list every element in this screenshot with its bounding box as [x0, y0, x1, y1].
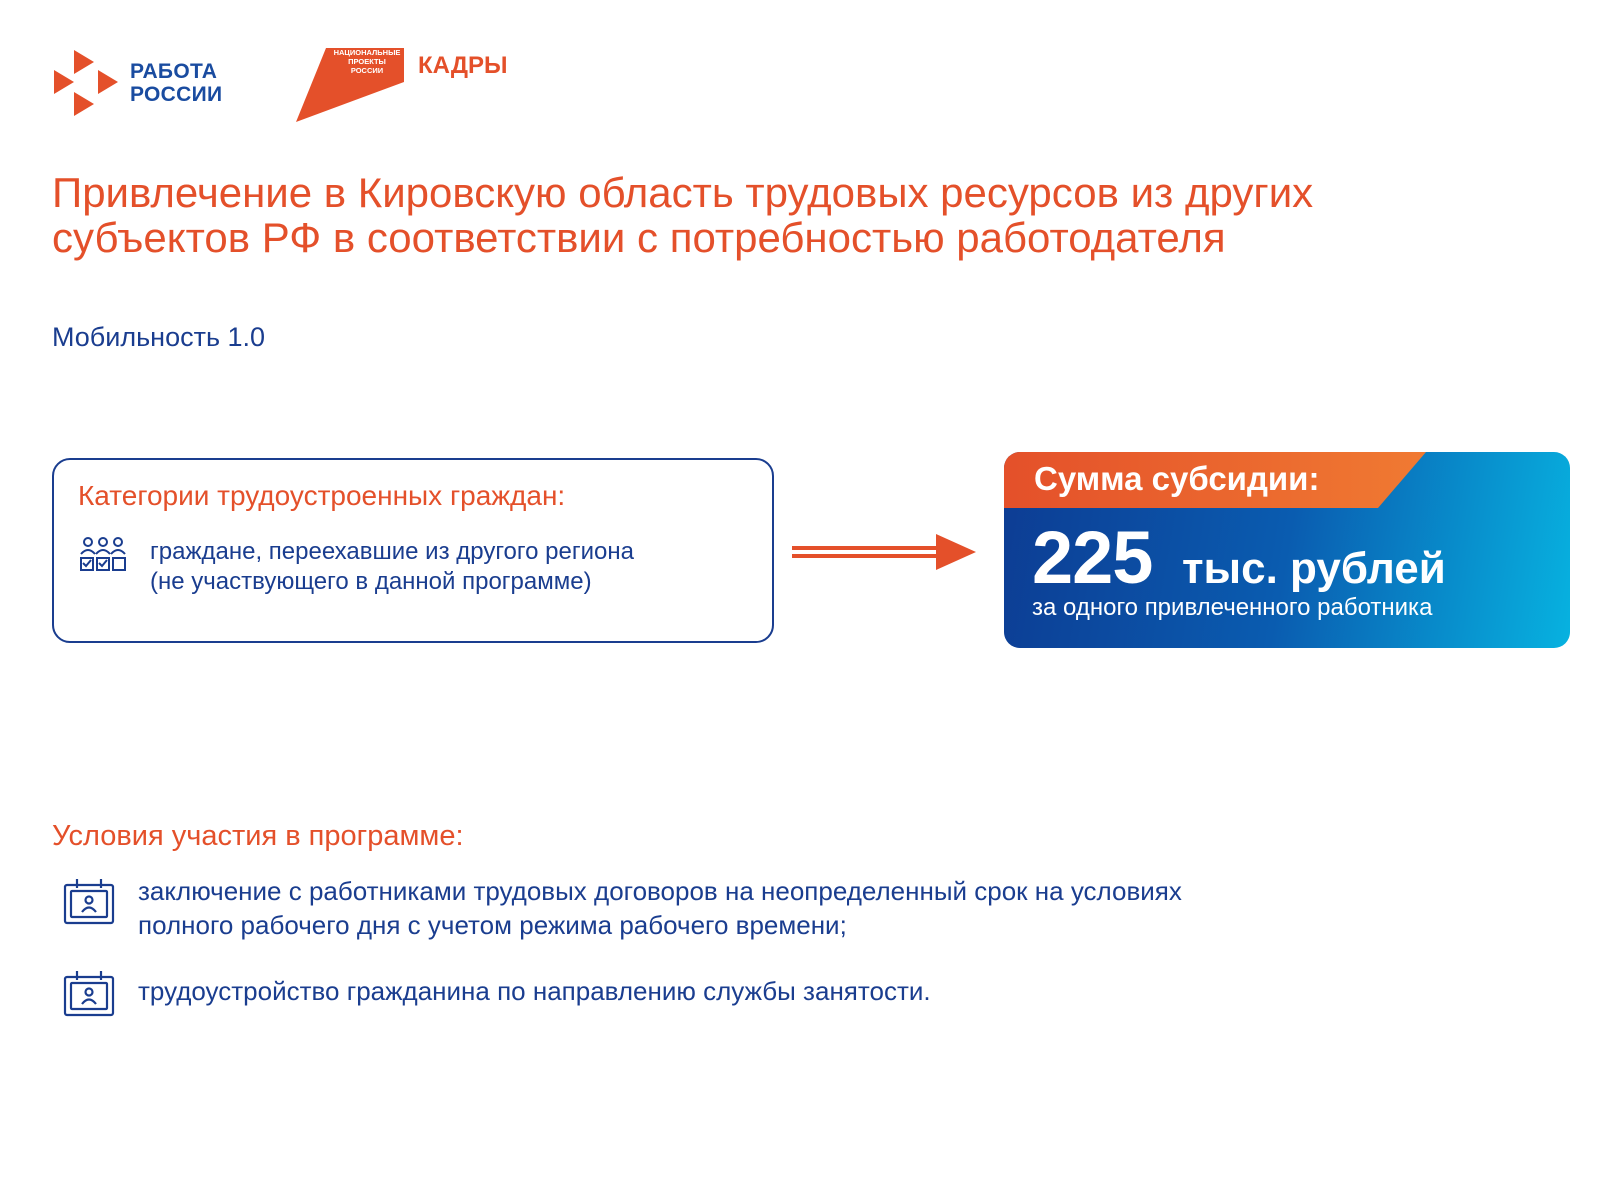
condition-item-1	[138, 874, 1578, 942]
category-item-text	[150, 537, 780, 597]
rabota-rossii-logo-icon	[52, 48, 122, 118]
nacproekty-logo-text	[330, 48, 404, 75]
condition-item-2	[138, 974, 1578, 1008]
category-item-line-2: (не участвующего в данной программе)	[150, 568, 592, 595]
right-arrow-icon	[792, 532, 976, 572]
kadry-logo-text: КАДРЫ	[418, 52, 508, 79]
subsidy-card	[1004, 452, 1570, 648]
contract-icon	[62, 968, 116, 1018]
rabota-rossii-logo-text	[130, 60, 222, 106]
contract-icon	[62, 876, 116, 926]
subsidy-label: Сумма субсидии:	[1034, 460, 1320, 497]
page-title: Привлечение в Кировскую область трудовых ресурсов из других субъектов РФ в соответствии с потребностью работодателя	[52, 169, 1314, 261]
subsidy-amount: 225	[1032, 516, 1153, 599]
condition-item-1-line-1: заключение с работниками трудовых договоров на неопределенный срок на условиях	[138, 876, 1182, 906]
page-subtitle: Мобильность 1.0	[52, 322, 266, 352]
category-item-line-1: граждане, переехавшие из другого региона	[150, 538, 634, 565]
categories-heading: Категории трудоустроенных граждан:	[78, 480, 566, 511]
logo-line-2: РОССИИ	[130, 83, 223, 106]
conditions-heading: Условия участия в программе:	[52, 820, 464, 852]
condition-item-1-line-2: полного рабочего дня с учетом режима рабочего времени;	[138, 910, 847, 940]
subsidy-unit: тыс. рублей	[1182, 544, 1446, 593]
people-checklist-icon	[78, 536, 128, 574]
nacproekty-line-1: НАЦИОНАЛЬНЫЕ	[333, 48, 401, 57]
logo-line-1: РАБОТА	[130, 60, 218, 83]
condition-item-2-line-1: трудоустройство гражданина по направлению службы занятости.	[138, 976, 931, 1006]
subsidy-note: за одного привлеченного работника	[1032, 594, 1433, 621]
nacproekty-line-3: РОССИИ	[350, 66, 384, 75]
nacproekty-line-2: ПРОЕКТЫ	[348, 57, 386, 66]
